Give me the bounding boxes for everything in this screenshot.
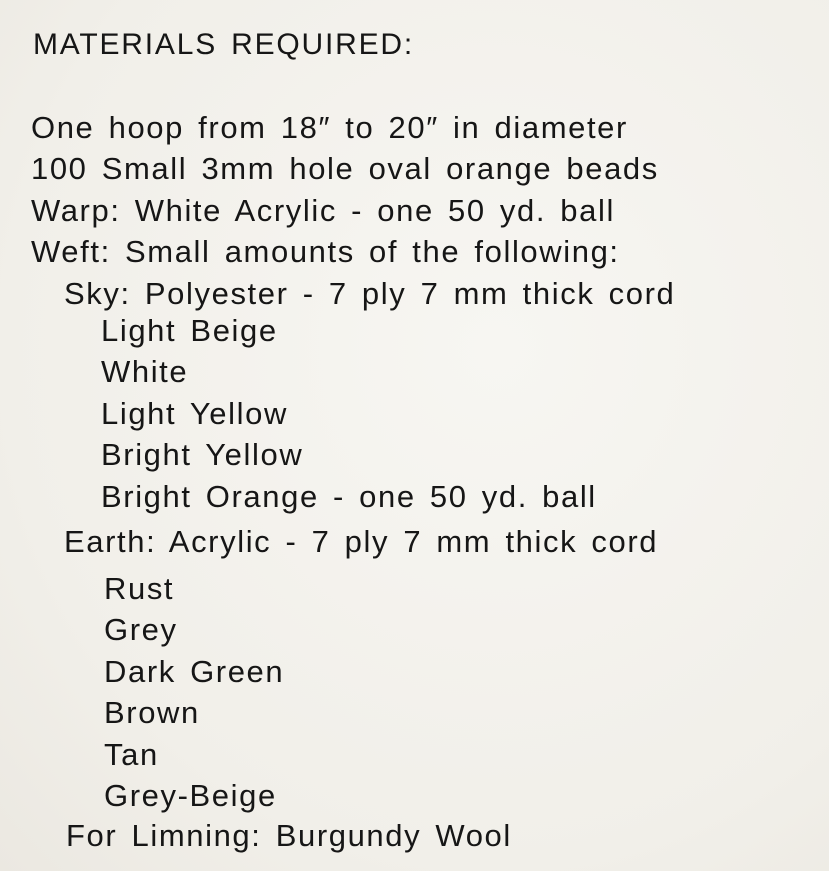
sky-color-item: Light Beige (101, 313, 278, 348)
sky-color-item: White (101, 354, 189, 389)
earth-color-item: Grey (104, 612, 178, 647)
limning-line: For Limning: Burgundy Wool (66, 818, 512, 853)
hoop-line: One hoop from 18″ to 20″ in diameter (31, 110, 628, 145)
earth-color-item: Tan (104, 737, 159, 772)
sky-color-item: Bright Yellow (101, 437, 304, 472)
earth-heading: Earth: Acrylic - 7 ply 7 mm thick cord (64, 524, 659, 559)
sky-heading: Sky: Polyester - 7 ply 7 mm thick cord (64, 276, 676, 311)
earth-color-item: Rust (104, 571, 175, 606)
sky-color-item: Bright Orange - one 50 yd. ball (101, 479, 597, 514)
weft-line: Weft: Small amounts of the following: (31, 234, 620, 269)
earth-color-item: Dark Green (104, 654, 285, 689)
earth-color-item: Brown (104, 695, 200, 730)
beads-line: 100 Small 3mm hole oval orange beads (31, 151, 659, 186)
earth-color-item: Grey-Beige (104, 778, 277, 813)
page-title: MATERIALS REQUIRED: (33, 28, 415, 61)
warp-line: Warp: White Acrylic - one 50 yd. ball (31, 193, 615, 228)
sky-color-item: Light Yellow (101, 396, 288, 431)
